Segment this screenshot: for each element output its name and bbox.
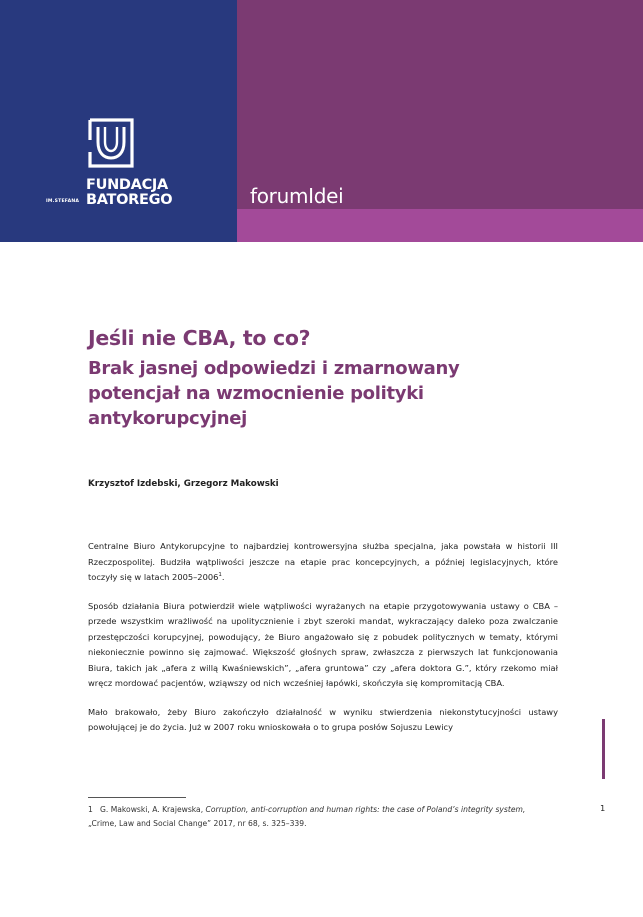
paragraph-text: Mało brakowało, żeby Biuro zakończyło działalność w wyniku stwierdzenia niekonstytucyjności ustawy powołującej je do życia. Już w 2007 roku wnioskowała o to grupa posłów Sojuszu Lewicy <box>88 706 558 732</box>
fundacja-logo-icon <box>88 118 134 168</box>
footnote-title: Corruption, anti-corruption and human rights: the case of Poland’s integrity system, <box>205 805 526 814</box>
footnote <box>88 803 558 831</box>
header-blue-panel <box>0 0 237 242</box>
logo-small-text: IM.STEFANA <box>46 199 80 204</box>
body-text <box>88 539 558 749</box>
logo-org-line2: BATOREGO <box>86 192 173 208</box>
paragraph <box>88 539 558 586</box>
paragraph <box>88 599 558 692</box>
paragraph <box>88 705 558 736</box>
footnote-number: 1 <box>88 805 93 814</box>
authors: Krzysztof Izdebski, Grzegorz Makowski <box>88 479 279 489</box>
header-magenta-band <box>237 209 643 242</box>
header-purple-panel <box>237 0 643 209</box>
footnote-authors: G. Makowski, A. Krajewska, <box>100 805 204 814</box>
side-accent-bar <box>602 719 605 779</box>
footnote-divider <box>88 797 186 798</box>
page-title: Jeśli nie CBA, to co? <box>88 326 311 350</box>
series-name: forumIdei <box>250 184 344 208</box>
page-number: 1 <box>600 803 606 813</box>
paragraph-end: . <box>221 572 225 582</box>
paragraph-text: Sposób działania Biura potwierdził wiele wątpliwości wyrażanych na etapie przygotowywania ustawy o CBA – przede wszystkim wrażliwość na upolitycznienie i zbyt szeroki mandat, wykraczający daleko poza zwalczanie przestępczości korupcyjnej, powodujący, że Biuro angażowało się z pobudek politycznych w tematy, którymi niekoniecznie powinno się zajmować. Większość głośnych spraw, zwłaszcza z pierwszych lat funkcjonowania Biura, takich jak „afera z willą Kwaśniewskich”, „afera gruntowa” czy „afera doktora G.”, który rzekomo miał wręcz mordować pacjentów, wziąwszy od nich wcześniej łapówki, skończyła się kompromitacją CBA. <box>88 600 558 688</box>
page-subtitle: Brak jasnej odpowiedzi i zmarnowany potencjał na wzmocnienie polityki antykorupcyjnej <box>88 358 460 429</box>
footnote-ref[interactable]: 1 <box>218 572 222 579</box>
footnote-rest: „Crime, Law and Social Change” 2017, nr 68, s. 325–339. <box>88 819 307 828</box>
logo-org-line1: FUNDACJA <box>86 177 168 193</box>
paragraph-text: Centralne Biuro Antykorupcyjne to najbardziej kontrowersyjna służba specjalna, jaka powstała w historii III Rzeczpospolitej. Budziła wątpliwości jeszcze na etapie prac koncepcyjnych, a później legislacyjnych, które toczyły się w latach 2005–2006 <box>88 541 558 582</box>
